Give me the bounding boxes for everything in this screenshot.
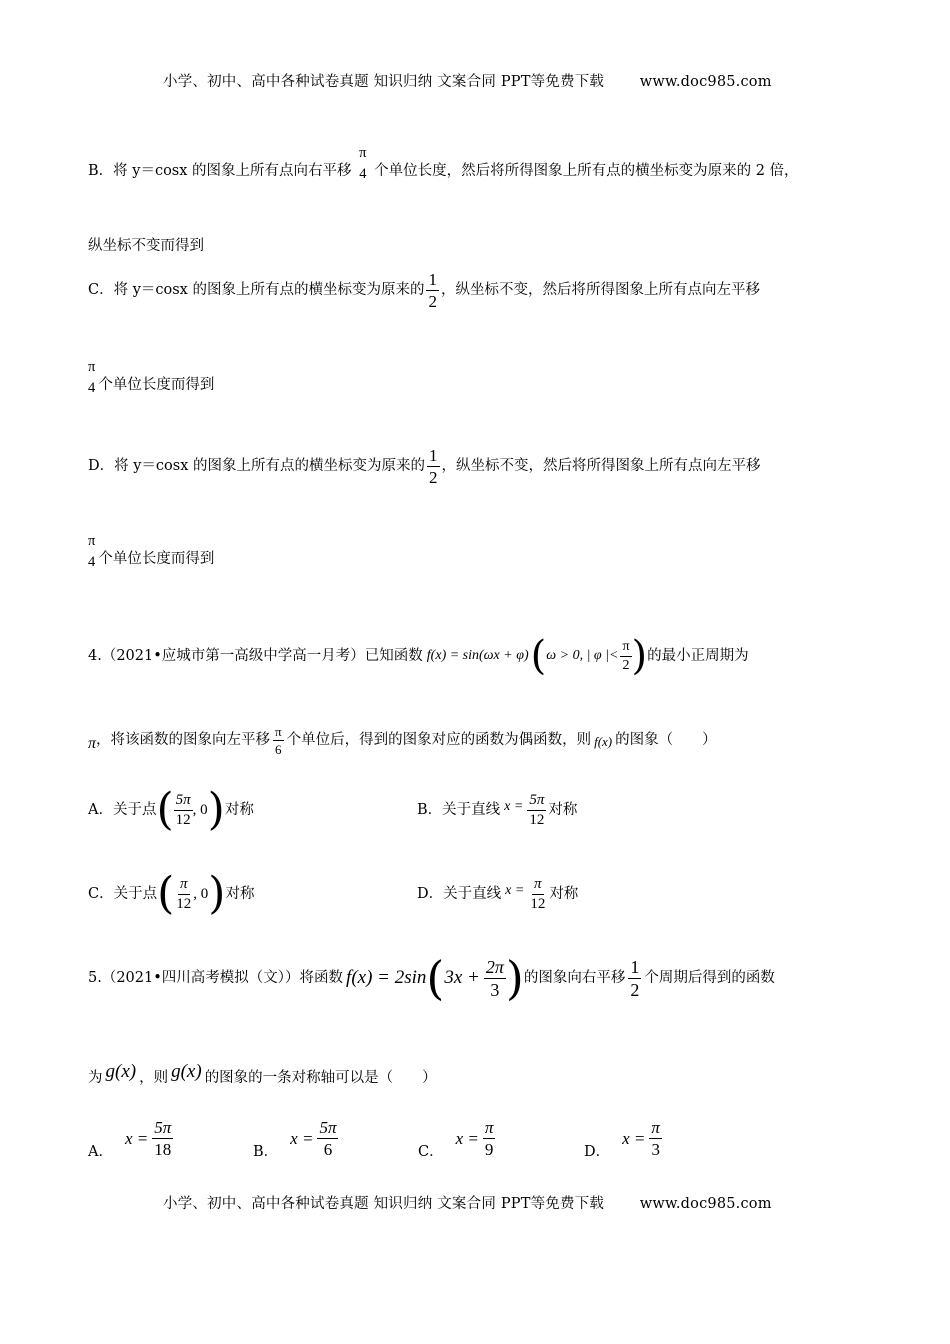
q3-option-d-line2: π 4 个单位长度而得到: [88, 533, 215, 570]
q3-option-c-line2: π 4 个单位长度而得到: [88, 359, 215, 396]
q5-option-b: B． x = $\frac{5\pi}{6}$: [253, 1118, 337, 1160]
q3-c-fraction: $\frac{1}{2}$: [428, 269, 437, 311]
q4-option-d: D．关于直线 x = $\frac{\pi}{12}$ 对称: [417, 875, 579, 912]
q5-option-a: A． x = $\frac{5\pi}{18}$: [88, 1118, 172, 1160]
q3-option-d: D．将 y＝cosx 的图象上所有点的横坐标变为原来的 $\frac{1}{2}$ ，纵坐标不变，然后将所得图象上所有点向左平移: [88, 445, 761, 487]
footer-site: www.doc985.com: [639, 1196, 772, 1212]
q4-function: f(x) = sin(ωx + φ): [426, 648, 529, 663]
q4-option-c: C．关于点 ( $\frac{\pi}{12}$ , 0 ) 对称: [88, 868, 255, 919]
q3-b-fraction: π 4: [359, 145, 367, 182]
q4-option-b: B．关于直线 x = $\frac{5\pi}{12}$ 对称: [417, 791, 578, 828]
q4-stem: 4.（2021•应城市第一高级中学高一月考）已知函数 f(x) = sin(ωx + φ) ( ω > 0, | φ |< $\frac{\pi}{2}$ ) 的最小正周期为: [88, 633, 749, 679]
q4-shift-fraction: $\frac{\pi}{6}$: [275, 723, 282, 757]
header-site: www.doc985.com: [639, 74, 772, 90]
q4-stem-line2: π ，将该函数的图象向左平移 $\frac{\pi}{6}$ 个单位后，得到的图象对应的函数为偶函数，则 f(x) 的图象（ ）: [88, 723, 717, 757]
q3-d-shift-fraction: π 4: [88, 533, 96, 570]
q5-option-d: D． x = $\frac{\pi}{3}$: [584, 1118, 660, 1160]
header-text: 小学、初中、高中各种试卷真题 知识归纳 文案合同 PPT等免费下载: [163, 74, 605, 90]
q3-option-c: C．将 y＝cosx 的图象上所有点的横坐标变为原来的 $\frac{1}{2}$ ，纵坐标不变，然后将所得图象上所有点向左平移: [88, 269, 760, 311]
q5-stem: 5.（2021•四川高考模拟（文））将函数 f(x) = 2sin ( 3x + $\frac{2\pi}{3}$ ) 的图象向右平移 $\frac{1}{2}$ 个周期后得到的函数: [88, 951, 775, 1005]
q5-function: f(x) = 2sin: [346, 967, 427, 988]
q3-d-fraction: $\frac{1}{2}$: [429, 445, 438, 487]
q4-option-a: A．关于点 ( $\frac{5\pi}{12}$ , 0 ) 对称: [88, 784, 254, 835]
q5-option-c: C． x = $\frac{\pi}{9}$: [418, 1118, 494, 1160]
q3-c-shift-fraction: π 4: [88, 359, 96, 396]
page-header: [163, 70, 772, 91]
page-footer: [163, 1192, 772, 1213]
q3-option-b-line2: 纵坐标不变而得到: [88, 238, 204, 254]
q3-option-b: B．将 y＝cosx 的图象上所有点向右平移 π 4 个单位长度，然后将所得图象上所有点的横坐标变为原来的 2 倍，: [88, 145, 799, 182]
q5-stem-line2: 为 g(x) ，则 g(x) 的图象的一条对称轴可以是（ ）: [88, 1061, 437, 1086]
footer-text: 小学、初中、高中各种试卷真题 知识归纳 文案合同 PPT等免费下载: [163, 1196, 605, 1212]
q4-condition-fraction: $\frac{\pi}{2}$: [622, 638, 630, 673]
